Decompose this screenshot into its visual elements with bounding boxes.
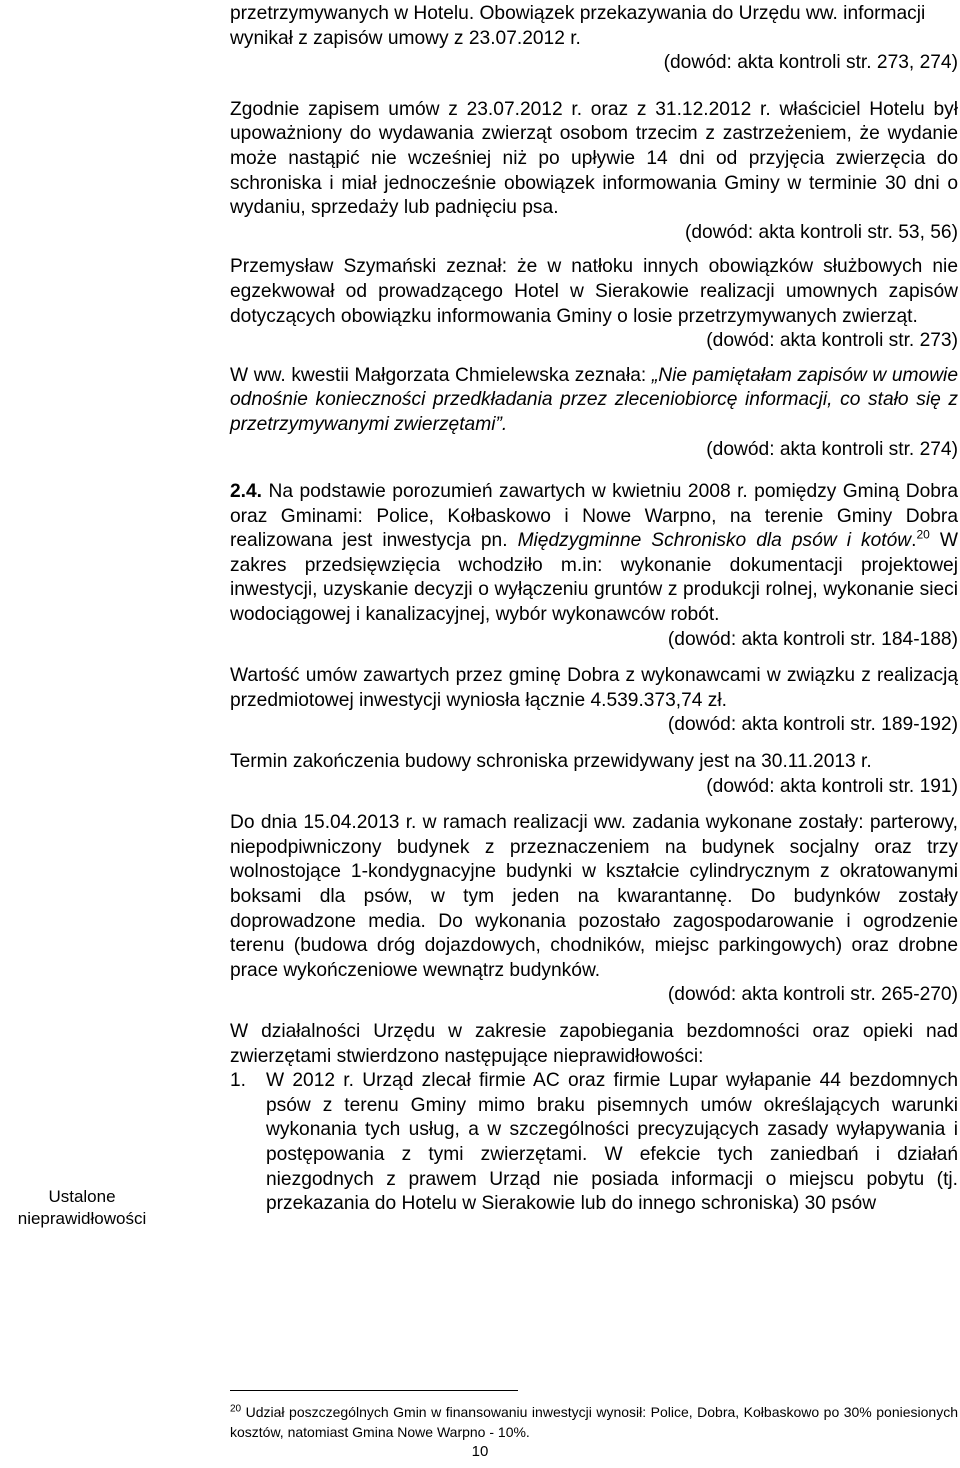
paragraph-2: Zgodnie zapisem umów z 23.07.2012 r. oraz z 31.12.2012 r. właściciel Hotelu był upoważniony do wydawania zwierząt osobom trzecim z zastrzeżeniem, że wydanie może nastąpić nie wcześniej niż po upływie 14 dni od przyjęcia zwierzęcia do schroniska i miał jednocześnie obowiązek informowania Gminy w terminie 30 dni o wydaniu, sprzedaży lub padnięciu psa. [230, 98, 958, 219]
paragraph-7: Termin zakończenia budowy schroniska przewidywany jest na 30.11.2013 r. [230, 751, 872, 773]
margin-note [8, 1186, 156, 1230]
document-body [230, 0, 958, 1217]
footnote-number: 20 [230, 1403, 242, 1415]
margin-note-line2: nieprawidłowości [17, 1209, 147, 1228]
proof-5: (dowód: akta kontroli str. 184-188) [667, 628, 958, 650]
paragraph-5-c: W zakres przedsięwzięcia wchodziło m.in: wykonanie dokumentacji projektowej inwestycji, uzyskanie decyzji o wyłączeniu gruntów z produkcji rolnej, wykonanie sieci wodociągowej i kanalizacyjnej, wybór wykonawców robót. [230, 530, 958, 626]
page-number: 10 [471, 1443, 489, 1460]
paragraph-1: przetrzymywanych w Hotelu. Obowiązek przekazywania do Urzędu ww. informacji wynikał z zapisów umowy z 23.07.2012 r. [230, 3, 926, 49]
paragraph-5-b: . [911, 530, 917, 552]
proof-2: (dowód: akta kontroli str. 53, 56) [684, 221, 958, 243]
paragraph-6: Wartość umów zawartych przez gminę Dobra z wykonawcami w związku z realizacją przedmiotowej inwestycji wyniosła łącznie 4.539.373,74 zł. [230, 665, 958, 711]
paragraph-9: W działalności Urzędu w zakresie zapobiegania bezdomności oraz opieki nad zwierzętami stwierdzono następujące nieprawidłowości: [230, 1020, 958, 1067]
footnote-text: Udział poszczególnych Gmin w finansowaniu inwestycji wynosił: Police, Dobra, Kołbaskowo po 30% poniesionych kosztów, natomiast Gmina Nowe Warpno - 10%. [230, 1404, 958, 1440]
proof-1: (dowód: akta kontroli str. 273, 274) [663, 52, 958, 74]
margin-note-line1: Ustalone [48, 1187, 116, 1206]
list-item-number: 1. [230, 1070, 247, 1092]
proof-6: (dowód: akta kontroli str. 189-192) [667, 714, 958, 736]
footnote-ref[interactable]: 20 [916, 527, 930, 542]
paragraph-5-a: Na podstawie porozumień zawartych w kwietniu 2008 r. pomiędzy Gminą Dobra oraz Gminami: Police, Kołbaskowo i Nowe Warpno, na terenie Gminy Dobra realizowana jest inwestycja pn. [230, 481, 958, 552]
proof-8: (dowód: akta kontroli str. 265-270) [667, 984, 958, 1006]
section-number: 2.4. [230, 481, 263, 503]
paragraph-4-intro: W ww. kwestii Małgorzata Chmielewska zeznała: [230, 364, 652, 386]
investment-name: Międzygminne Schronisko dla psów i kotów [517, 530, 912, 552]
paragraph-4 [230, 364, 958, 438]
paragraph-3: Przemysław Szymański zeznał: że w natłoku innych obowiązków służbowych nie egzekwował od prowadzącego Hotel w Sierakowie realizacji umownych zapisów dotyczących obowiązku informowania Gminy o losie przetrzymywanych zwierząt. [230, 256, 958, 327]
paragraph-8: Do dnia 15.04.2013 r. w ramach realizacji ww. zadania wykonane zostały: parterowy, niepodpiwniczony budynek z przeznaczeniem na budynek socjalny oraz trzy wolnostojące 1-kondygnacyjne budynki w kształcie cylindrycznym z okratowanymi boksami dla psów, w tym jeden na kwarantannę. Do budynków zostały doprowadzone media. Do wykonania pozostało zagospodarowanie i ogrodzenie terenu (budowa dróg dojazdowych, chodników, miejsc parkingowych) oraz drobne prace wykończeniowe wewnątrz budynków. [230, 812, 958, 981]
footnote-divider [230, 1390, 518, 1391]
proof-3: (dowód: akta kontroli str. 273) [706, 330, 958, 352]
paragraph-4-quote: „Nie pamiętałam zapisów w umowie odnośnie konieczności przedkładania przez zleceniobiorcę informacji, co stało się z przetrzymywanymi zwierzętami”. [230, 364, 958, 435]
list-item [230, 1069, 958, 1217]
footnote [230, 1402, 958, 1442]
list-item-text: W 2012 r. Urząd zlecał firmie AC oraz firmie Lupar wyłapanie 44 bezdomnych psów z terenu Gminy mimo braku pisemnych umów określających warunki wykonania tych usług, a w szczególności precyzujących zasady wyłapywania i postępowania z tymi zwierzętami. W efekcie tych zaniedbań i działań niezgodnych z prawem Urząd nie posiada informacji o miejscu pobytu (tj. przekazania do Hotelu w Sierakowie lub do innego schroniska) 30 psów [266, 1070, 958, 1215]
proof-4: (dowód: akta kontroli str. 274) [706, 438, 958, 460]
paragraph-5 [230, 480, 958, 628]
proof-7: (dowód: akta kontroli str. 191) [706, 775, 958, 797]
